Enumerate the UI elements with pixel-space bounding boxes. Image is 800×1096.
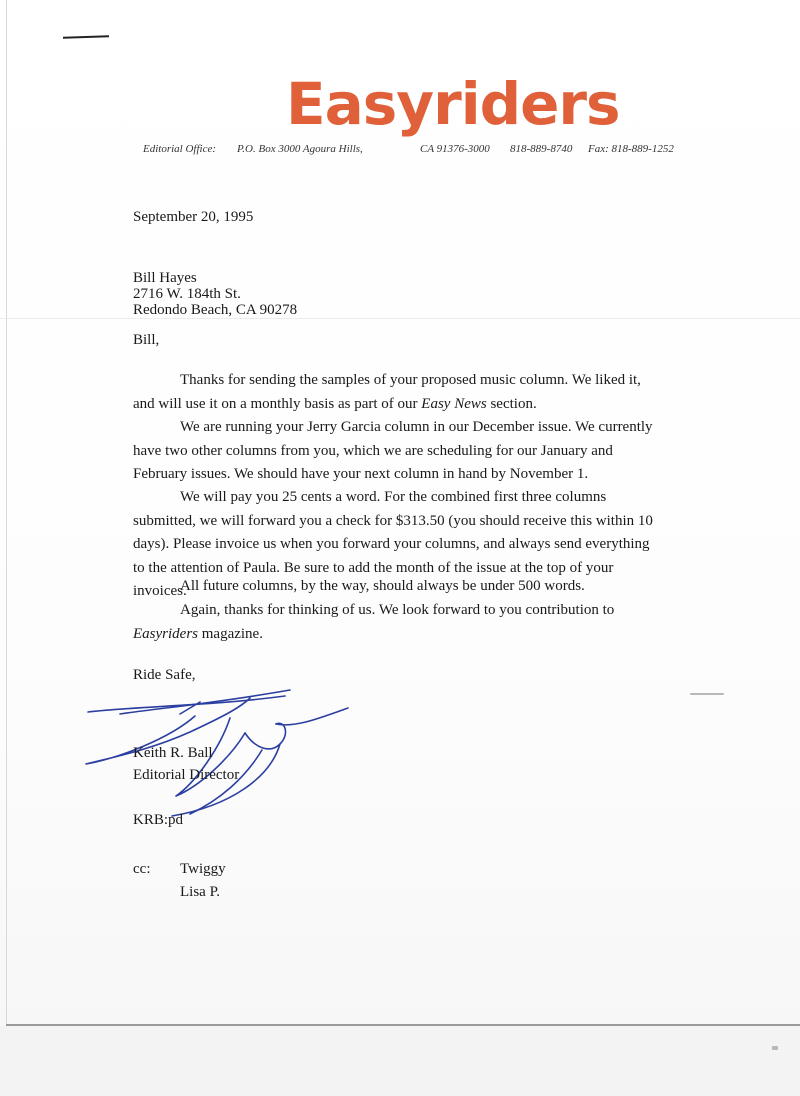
page-bottom-edge: [6, 1024, 800, 1026]
salutation: Bill,: [133, 332, 160, 348]
easyriders-logo: Easyriders: [286, 70, 620, 138]
cc-recipient: Lisa P.: [180, 884, 221, 900]
letter-date: September 20, 1995: [133, 209, 254, 225]
address-left: P.O. Box 3000 Agoura Hills,: [237, 143, 363, 155]
scan-speck: [772, 1046, 778, 1050]
closing: Ride Safe,: [133, 667, 196, 683]
paragraph-1: Thanks for sending the samples of your proposed music column. We liked it, and will use it on a monthly basis as part of our Easy News section.: [133, 372, 641, 412]
page-left-edge: [6, 0, 7, 1096]
office-label: Editorial Office:: [143, 143, 217, 155]
pen-mark: [63, 35, 109, 39]
paragraph-3: We will pay you 25 cents a word. For the combined first three columns submitted, we will forward you a check for $313.50 (you should receive this within 10 days). Please invoice us when you forward your columns, and always send everything to the attention of Paula. Be sure to add the month of the issue at the top of your invoices.: [133, 489, 653, 599]
recipient-street: 2716 W. 184th St.: [133, 286, 241, 302]
cc-label: cc:: [133, 861, 151, 877]
signer-title: Editorial Director: [133, 767, 240, 783]
recipient-city: Redondo Beach, CA 90278: [133, 302, 298, 318]
signer-name: Keith R. Ball: [133, 745, 213, 761]
paper-fold-line: [0, 318, 800, 319]
address-right: CA 91376-3000: [420, 143, 490, 155]
phone-number: 818-889-8740: [510, 143, 573, 155]
paragraph-4: All future columns, by the way, should always be under 500 words.: [180, 578, 585, 594]
handwritten-signature: [80, 688, 360, 828]
fax-number: Fax: 818-889-1252: [588, 143, 674, 155]
cc-recipient: Twiggy: [180, 861, 226, 877]
paragraph-2: We are running your Jerry Garcia column in our December issue. We currently have two other columns from you, which we are scheduling for our January and February issues. We should have your next column in hand by November 1.: [133, 419, 653, 482]
typist-initials: KRB:pd: [133, 812, 184, 828]
paragraph-5: Again, thanks for thinking of us. We look forward to you contribution to Easyriders magazine.: [133, 602, 615, 642]
scan-background: [0, 1026, 800, 1096]
scan-speck: [690, 693, 724, 695]
recipient-name: Bill Hayes: [133, 270, 197, 286]
